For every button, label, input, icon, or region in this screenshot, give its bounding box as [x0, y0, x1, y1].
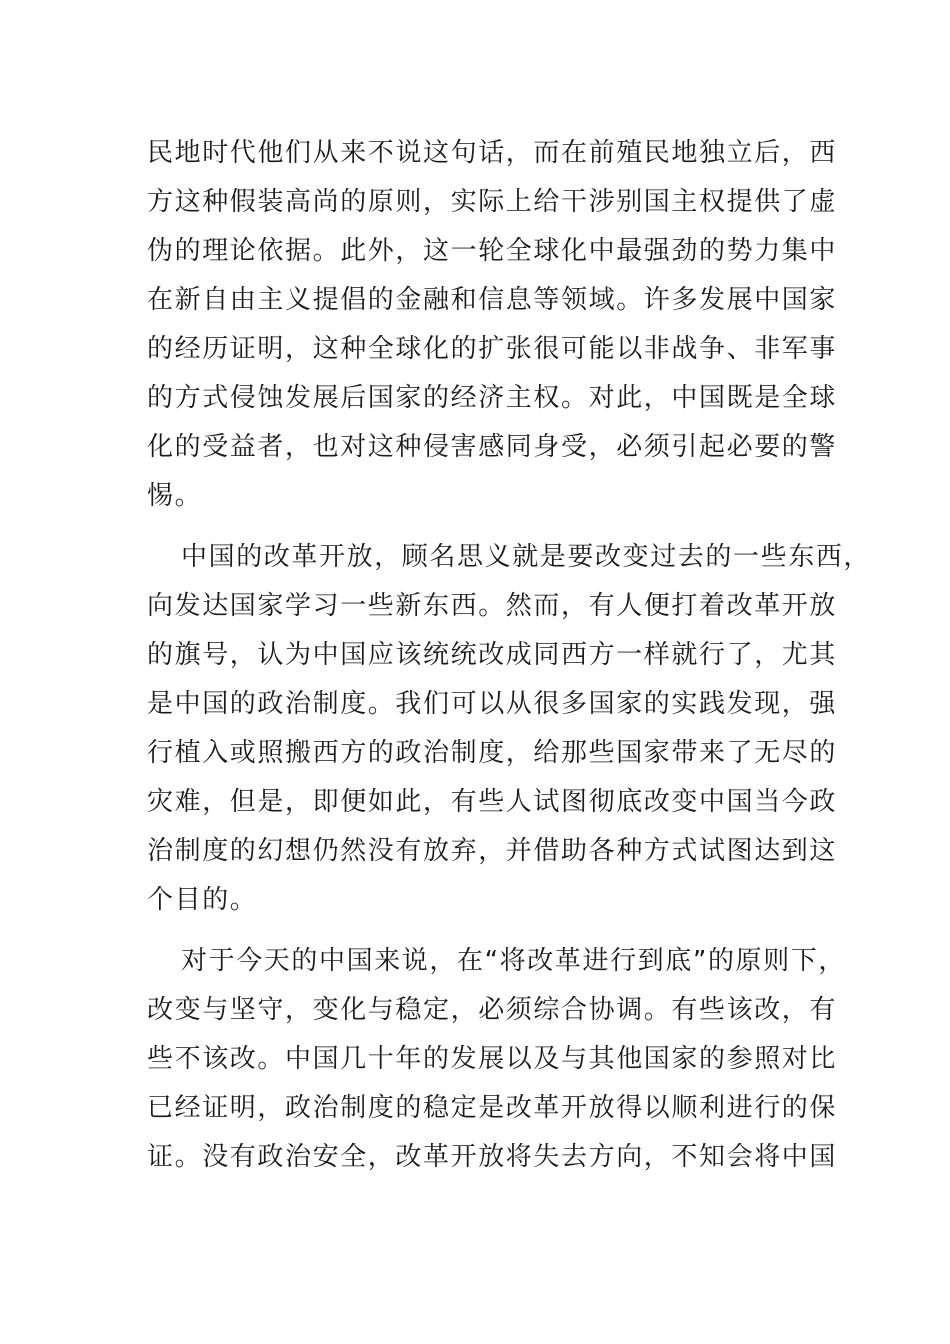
text-line: 治制度的幻想仍然没有放弃，并借助各种方式试图达到这 [147, 836, 838, 866]
text-line: 的经历证明，这种全球化的扩张很可能以非战争、非军事 [147, 334, 838, 364]
text-line: 已经证明，政治制度的稳定是改革开放得以顺利进行的保 [147, 1093, 838, 1123]
text-line: 的旗号，认为中国应该统统改成同西方一样就行了，尤其 [147, 640, 838, 670]
text-line: 的方式侵蚀发展后国家的经济主权。对此，中国既是全球 [147, 383, 838, 413]
text-line: 对于今天的中国来说，在“将改革进行到底”的原则下， [181, 946, 846, 976]
text-line: 民地时代他们从来不说这句话，而在前殖民地独立后，西 [147, 138, 838, 168]
text-line: 中国的改革开放，顾名思义就是要改变过去的一些东西， [181, 542, 872, 572]
text-line: 行植入或照搬西方的政治制度，给那些国家带来了无尽的 [147, 738, 838, 768]
paragraph-2 [147, 533, 872, 925]
text-line: 改变与坚守，变化与稳定，必须综合协调。有些该改，有 [147, 995, 838, 1025]
text-line: 证。没有政治安全，改革开放将失去方向，不知会将中国 [147, 1142, 838, 1172]
text-line: 灾难，但是，即便如此，有些人试图彻底改变中国当今政 [147, 787, 838, 817]
paragraph-spacer [147, 925, 827, 937]
text-line: 在新自由主义提倡的金融和信息等领域。许多发展中国家 [147, 285, 838, 315]
text-line: 些不该改。中国几十年的发展以及与其他国家的参照对比 [147, 1044, 838, 1074]
text-line: 向发达国家学习一些新东西。然而，有人便打着改革开放 [147, 591, 838, 621]
text-line: 化的受益者，也对这种侵害感同身受，必须引起必要的警 [147, 432, 838, 462]
text-line: 个目的。 [147, 885, 258, 915]
text-line: 方这种假装高尚的原则，实际上给干涉别国主权提供了虚 [147, 187, 838, 217]
paragraph-3 [147, 937, 846, 1182]
text-line: 伪的理论依据。此外，这一轮全球化中最强劲的势力集中 [147, 236, 838, 266]
paragraph-spacer [147, 521, 827, 533]
document-body [147, 129, 872, 1182]
text-line: 是中国的政治制度。我们可以从很多国家的实践发现，强 [147, 689, 838, 719]
paragraph-1 [147, 129, 838, 521]
text-line: 惕。 [147, 481, 203, 511]
